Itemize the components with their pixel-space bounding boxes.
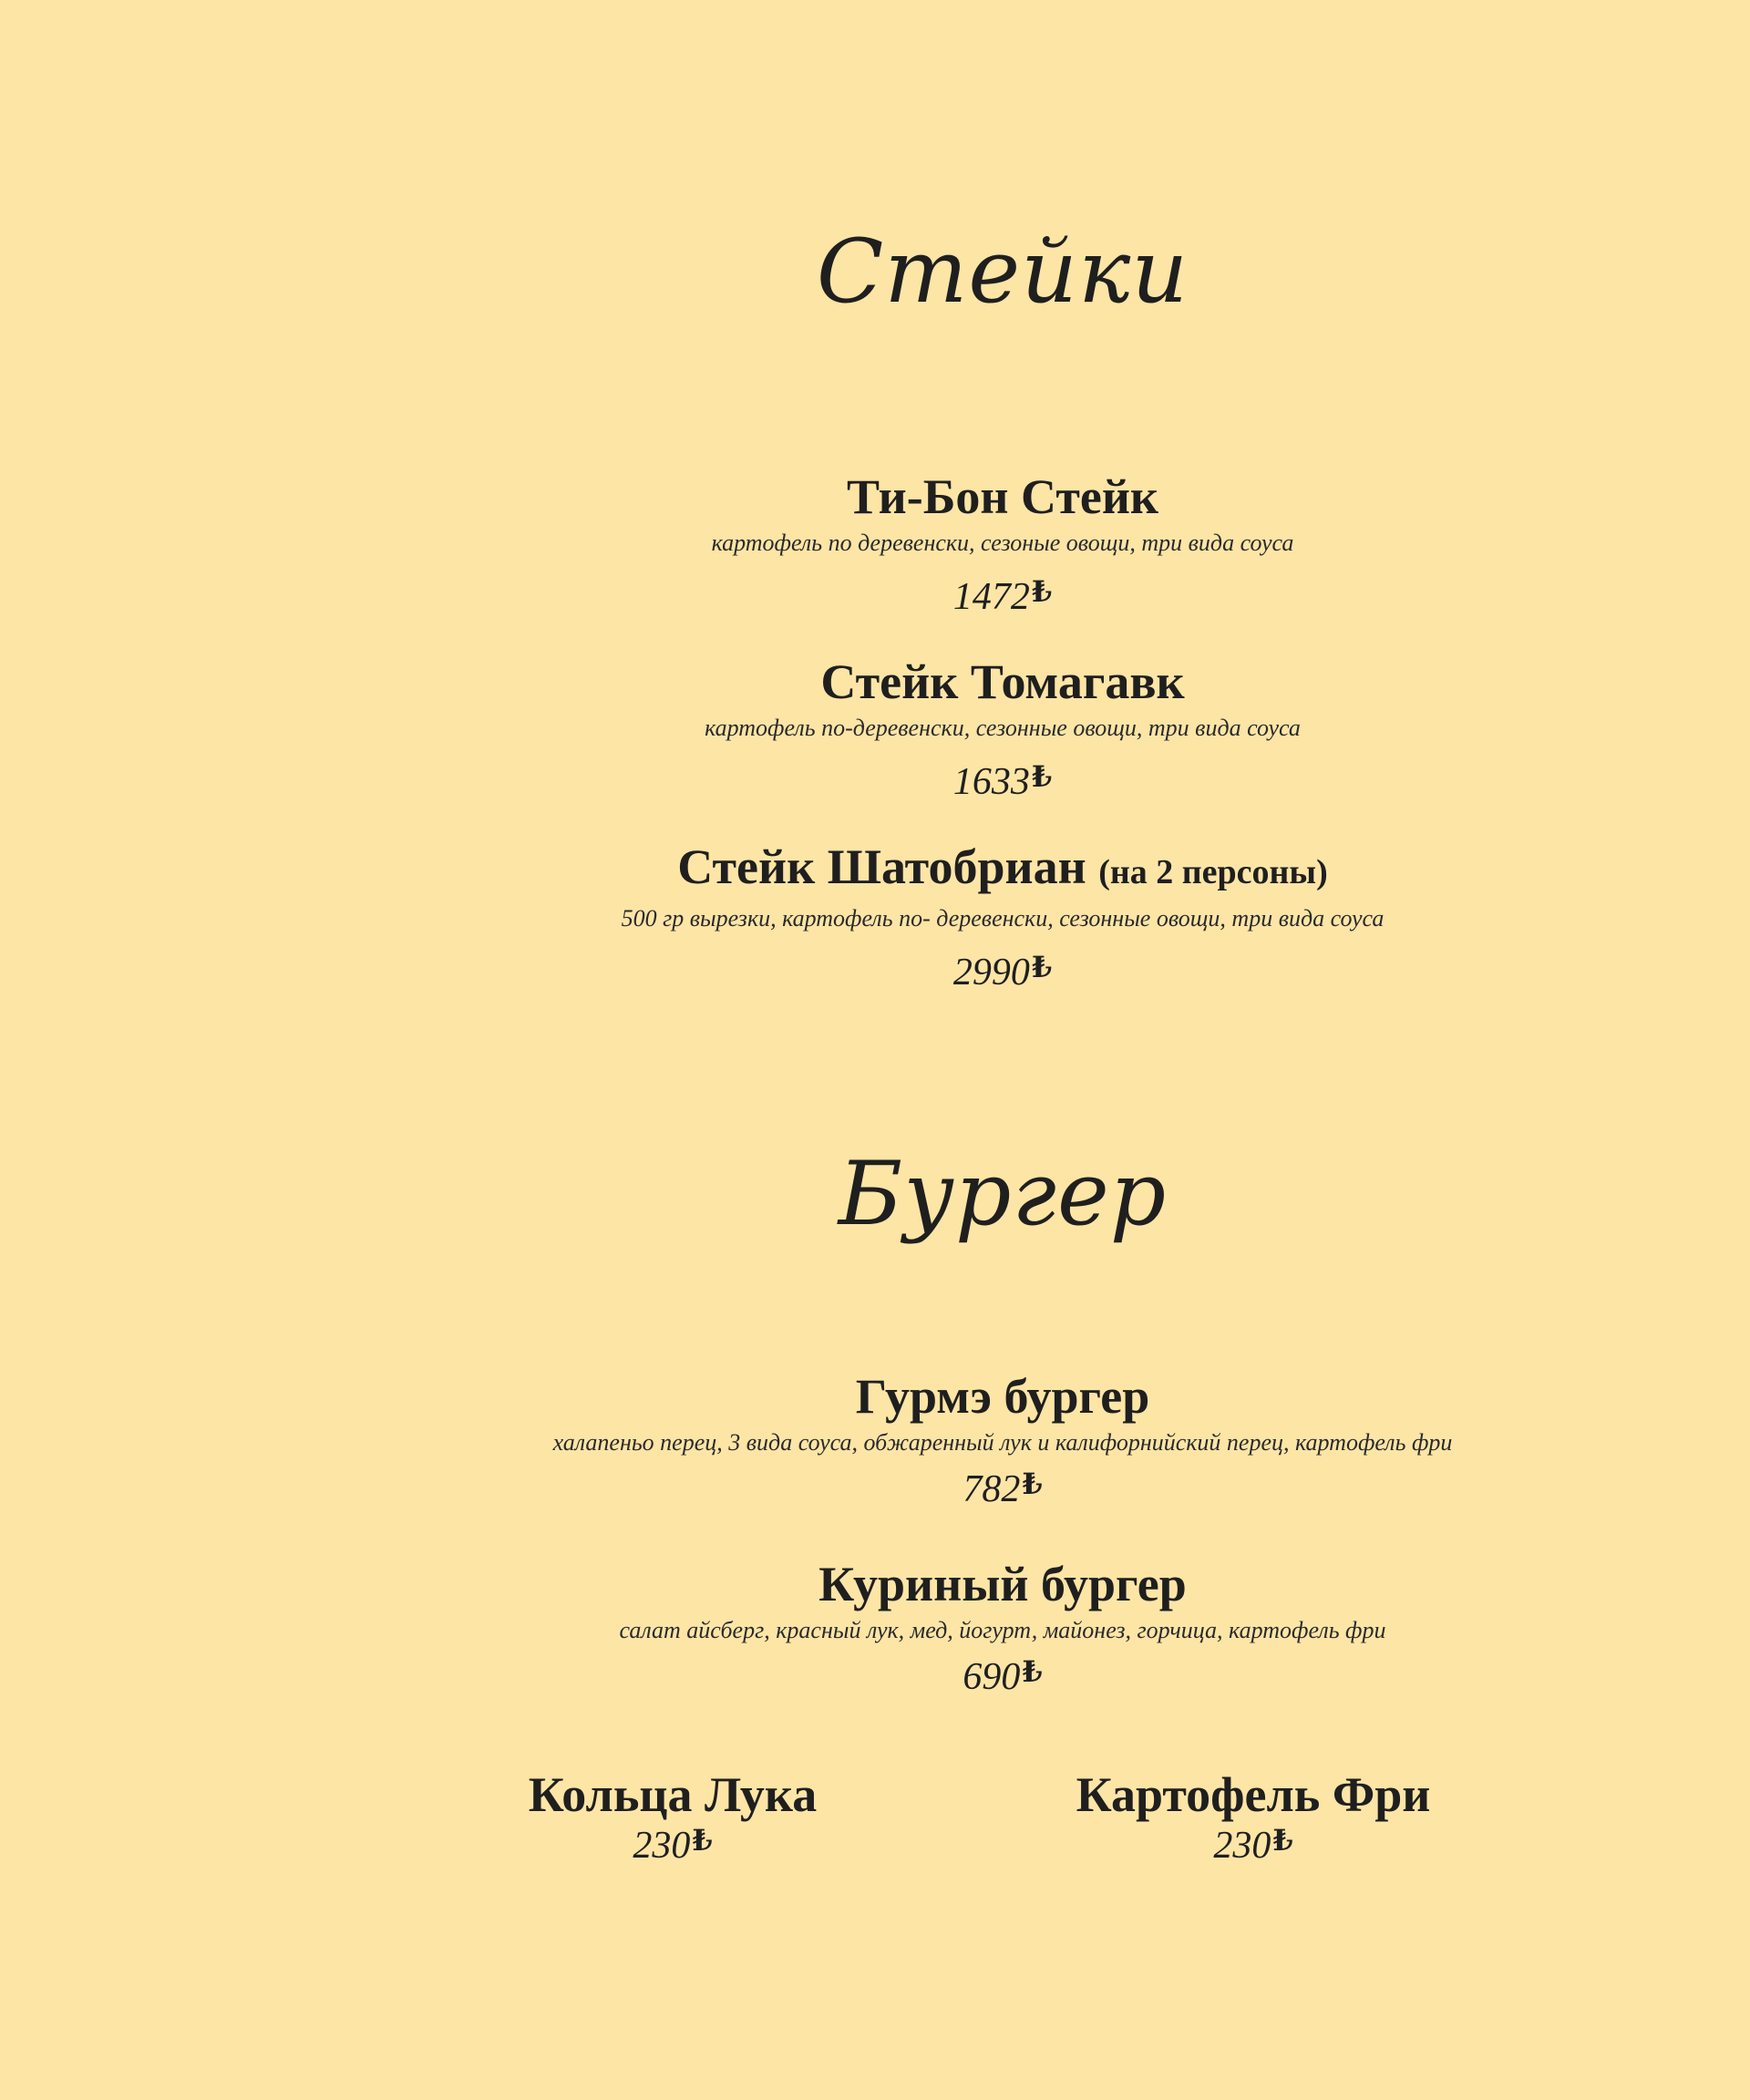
menu-item-tomahawk	[456, 654, 1549, 804]
price-value: 690	[962, 1656, 1021, 1698]
section-title-burgers: Бургер	[838, 1143, 1168, 1245]
menu-item-chicken-burger	[456, 1557, 1549, 1699]
item-description: картофель по-деревенски, сезонные овощи, три вида соуса	[705, 715, 1301, 741]
item-name: Стейк Томагавк	[820, 654, 1185, 709]
item-description: 500 гр вырезки, картофель по- деревенски, сезонные овощи, три вида соуса	[621, 905, 1385, 932]
item-name: Кольца Лука	[528, 1767, 818, 1822]
item-name-main: Стейк Шатобриан	[677, 839, 1086, 894]
item-price	[399, 1824, 946, 1868]
item-name: Ти-Бон Стейк	[846, 469, 1159, 524]
item-price	[456, 760, 1549, 804]
item-price	[456, 1655, 1549, 1699]
price-value: 1472	[952, 576, 1030, 618]
item-description: халапеньо перец, 3 вида соуса, обжаренный лук и калифорнийский перец, картофель фри	[552, 1429, 1453, 1456]
price-value: 782	[962, 1468, 1021, 1510]
item-name: Картофель Фри	[1076, 1767, 1431, 1822]
price-value: 2990	[952, 952, 1030, 993]
item-price	[456, 951, 1549, 994]
menu-item-gourmet-burger	[456, 1369, 1549, 1511]
price-value: 230	[633, 1825, 691, 1867]
item-price	[456, 1467, 1549, 1511]
menu-item-t-bone	[456, 469, 1549, 619]
lira-icon: ₺	[692, 1824, 713, 1857]
item-name-suffix: (на 2 персоны)	[1098, 853, 1328, 891]
menu-item-chateaubriand	[456, 839, 1549, 994]
lira-icon: ₺	[1031, 575, 1053, 608]
item-description: салат айсберг, красный лук, мед, йогурт, майонез, горчица, картофель фри	[619, 1617, 1386, 1643]
item-description: картофель по деревенски, сезоные овощи, три вида соуса	[711, 530, 1294, 556]
item-name: Гурмэ бургер	[855, 1369, 1150, 1424]
lira-icon: ₺	[1272, 1824, 1293, 1857]
item-price	[980, 1824, 1527, 1868]
lira-icon: ₺	[1022, 1467, 1043, 1500]
section-title-steaks: Стейки	[816, 221, 1189, 323]
item-name	[456, 839, 1549, 900]
lira-icon: ₺	[1022, 1655, 1043, 1688]
price-value: 1633	[952, 761, 1030, 803]
price-value: 230	[1213, 1825, 1271, 1867]
lira-icon: ₺	[1031, 951, 1053, 983]
item-name: Куриный бургер	[818, 1557, 1187, 1611]
item-price	[456, 575, 1549, 619]
menu-item-onion-rings	[399, 1767, 946, 1868]
menu-item-french-fries	[980, 1767, 1527, 1868]
lira-icon: ₺	[1031, 760, 1053, 793]
